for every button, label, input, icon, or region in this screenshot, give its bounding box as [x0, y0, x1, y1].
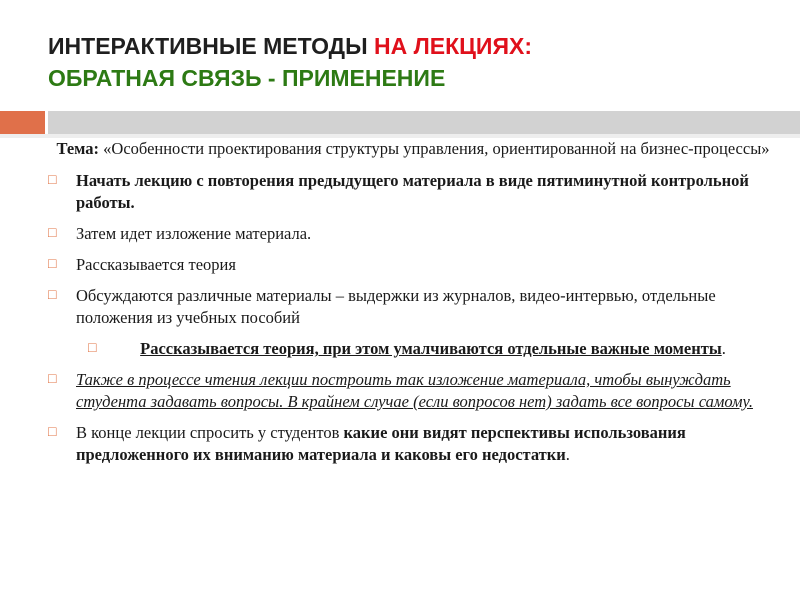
list-item	[48, 170, 778, 214]
accent-band	[0, 111, 45, 134]
bullet-text: Затем идет изложение материала.	[76, 224, 312, 243]
square-bullet-icon: □	[48, 372, 57, 387]
topic-label: Тема:	[56, 139, 100, 158]
slide-title	[48, 30, 768, 94]
list-item	[48, 223, 778, 245]
topic-text: «Особенности проектирования структуры управления, ориентированной на бизнес-процессы»	[99, 139, 770, 158]
square-bullet-icon: □	[48, 257, 57, 272]
bullet-text-tail: .	[565, 445, 570, 464]
topic-line	[48, 138, 778, 160]
title-part-2: НА ЛЕКЦИЯХ:	[373, 33, 532, 59]
bullet-text: Рассказывается теория	[76, 255, 236, 274]
bullet-text: Также в процессе чтения лекции построить так изложение материала, чтобы вынуждать студента задавать вопросы. В крайнем случае (если вопросов нет) задать все вопросы самому.	[76, 370, 753, 411]
header-band	[48, 111, 800, 134]
bullet-text-bold: какие они видят перспективы использования предложенного их вниманию материала и каковы его недостатки	[76, 423, 686, 464]
title-part-1: ИНТЕРАКТИВНЫЕ МЕТОДЫ	[48, 33, 374, 59]
bullet-text: Начать лекцию с повторения предыдущего материала в виде пятиминутной контрольной работы.	[76, 171, 749, 212]
list-item	[48, 422, 778, 466]
list-item	[48, 285, 778, 329]
slide-content	[48, 138, 778, 475]
list-item-indented	[48, 338, 778, 360]
bullet-text: В конце лекции спросить у студентов	[76, 423, 344, 442]
bullet-text-tail: .	[721, 339, 726, 358]
list-item	[48, 254, 778, 276]
title-line-2: ОБРАТНАЯ СВЯЗЬ - ПРИМЕНЕНИЕ	[48, 65, 446, 91]
square-bullet-icon: □	[48, 425, 57, 440]
bullet-text: Обсуждаются различные материалы – выдержки из журналов, видео-интервью, отдельные положения из учебных пособий	[76, 286, 716, 327]
square-bullet-icon: □	[48, 226, 57, 241]
square-bullet-icon: □	[48, 288, 57, 303]
square-bullet-icon: □	[88, 341, 97, 356]
bullet-text: Рассказывается теория, при этом умалчиваются отдельные важные моменты	[140, 339, 722, 358]
list-item	[48, 369, 778, 413]
square-bullet-icon: □	[48, 173, 57, 188]
